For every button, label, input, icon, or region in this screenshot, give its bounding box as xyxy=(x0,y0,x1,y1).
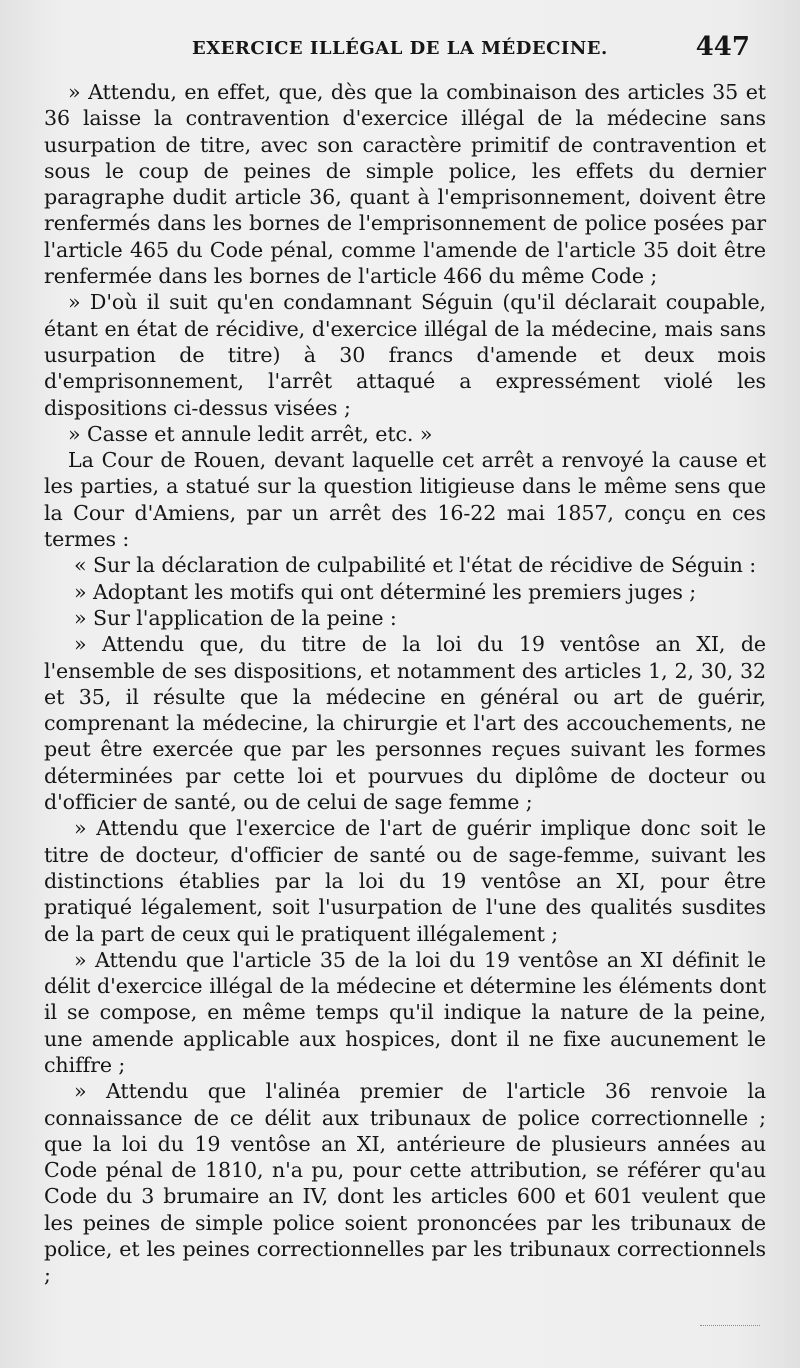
page-number: 447 xyxy=(695,32,750,62)
paragraph-sur-la-declaration: « Sur la déclaration de culpabilité et l'état de récidive de Séguin : xyxy=(74,553,757,578)
paragraph-attendu-exercice: » Attendu que l'exercice de l'art de guérir implique donc soit le titre de docteur, d'officier de santé ou de sage-femme, suivant les distinctions établies par la loi du 19 ventôse an XI, pour être pratiqué légalement, soit l'usurpation de l'une des qualités susdites de la part de ceux qui le pratiquent illégalement ; xyxy=(44,816,766,946)
paragraph-attendu-alinea: » Attendu que l'alinéa premier de l'article 36 renvoie la connaissance de ce délit aux tribunaux de police correctionnelle ; que la loi du 19 ventôse an XI, antérieure de plusieurs années au Code pénal de 1810, n'a pu, pour cette attribution, se référer qu'au Code du 3 brumaire an IV, dont les articles 600 et 601 veulent que les peines de simple police soient prononcées par les tribunaux de police, et les peines correctionnelles par les tribunaux correctionnels ; xyxy=(44,1079,766,1288)
paragraph-casse-annule: » Casse et annule ledit arrêt, etc. » xyxy=(68,421,433,446)
paragraph-sur-application: » Sur l'application de la peine : xyxy=(74,605,397,630)
page-header xyxy=(192,34,750,64)
paragraph-attendu-article-35: » Attendu que l'article 35 de la loi du 19 ventôse an XI définit le délit d'exercice illégal de la médecine et détermine les éléments dont il se compose, en même temps qu'il indique la nature de la peine, une amende applicable aux hospices, dont il ne fixe aucunement le chiffre ; xyxy=(44,947,766,1077)
paragraph-attendu-effet: » Attendu, en effet, que, dès que la combinaison des articles 35 et 36 laisse la contravention d'exercice illégal de la médecine sans usurpation de titre, avec son caractère primitif de contravention et sous le coup de peines de simple police, les effets du dernier paragraphe dudit article 36, quant à l'emprisonnement, doivent être renfermés dans les bornes de l'emprisonnement de police posées par l'article 465 du Code pénal, comme l'amende de l'article 35 doit être renfermée dans les bornes de l'article 466 du même Code ; xyxy=(44,80,766,289)
bottom-divider xyxy=(700,1325,760,1326)
paragraph-adoptant-motifs: » Adoptant les motifs qui ont déterminé les premiers juges ; xyxy=(74,579,697,604)
paragraph-attendu-titre-loi: » Attendu que, du titre de la loi du 19 ventôse an XI, de l'ensemble de ses dispositions, et notamment des articles 1, 2, 30, 32 et 35, il résulte que la médecine en général ou art de guérir, comprenant la médecine, la chirurgie et l'art des accouchements, ne peut être exercée que par les personnes reçues suivant les formes déterminées par cette loi et pourvues du diplôme de docteur ou d'officier de santé, ou de celui de sage femme ; xyxy=(44,632,766,815)
paragraph-cour-de-rouen: La Cour de Rouen, devant laquelle cet arrêt a renvoyé la cause et les parties, a statué sur la question litigieuse dans le même sens que la Cour d'Amiens, par un arrêt des 16-22 mai 1857, conçu en ces termes : xyxy=(44,448,766,552)
paragraph-d-ou-il-suit: » D'où il suit qu'en condamnant Séguin (qu'il déclarait coupable, étant en état de récidive, d'exercice illégal de la médecine, mais sans usurpation de titre) à 30 francs d'amende et deux mois d'emprisonnement, l'arrêt attaqué a expressément violé les dispositions ci-dessus visées ; xyxy=(44,290,766,420)
running-title: EXERCICE ILLÉGAL DE LA MÉDECINE. xyxy=(192,38,608,59)
page-body xyxy=(44,79,766,1289)
